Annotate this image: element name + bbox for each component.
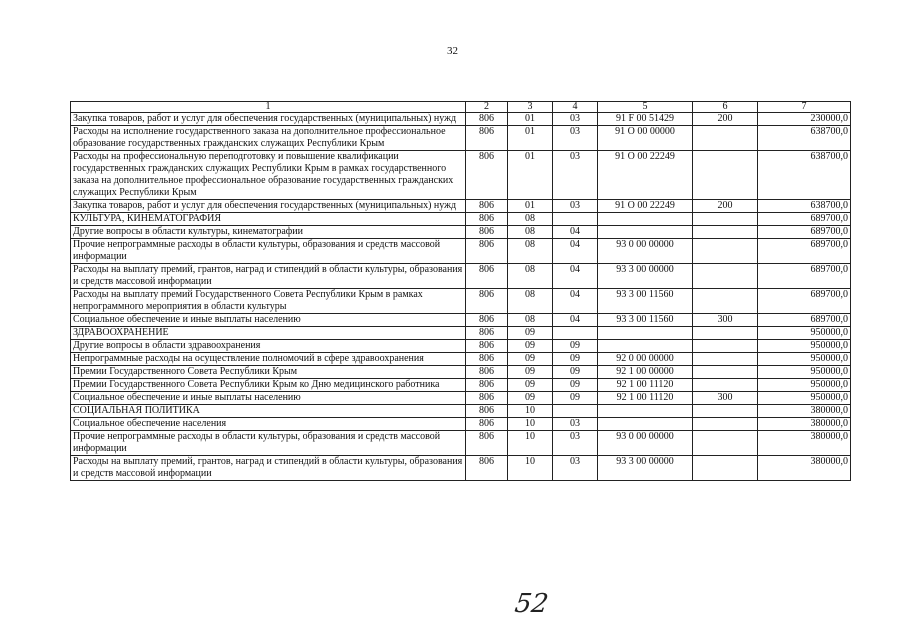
row-cell-2: 806 <box>466 239 508 264</box>
row-description: Социальное обеспечение и иные выплаты населению <box>71 392 466 405</box>
row-cell-7: 950000,0 <box>758 379 851 392</box>
table-row <box>71 113 851 126</box>
row-description: Расходы на выплату премий, грантов, наград и стипендий в области культуры, образования и средств массовой информации <box>71 264 466 289</box>
table-row <box>71 151 851 200</box>
row-cell-7: 950000,0 <box>758 366 851 379</box>
row-cell-3: 10 <box>508 405 553 418</box>
row-cell-6 <box>693 126 758 151</box>
row-cell-7: 689700,0 <box>758 264 851 289</box>
row-cell-7: 380000,0 <box>758 405 851 418</box>
column-header: 7 <box>758 102 851 113</box>
row-cell-5 <box>598 327 693 340</box>
row-cell-3: 10 <box>508 418 553 431</box>
row-cell-7: 638700,0 <box>758 200 851 213</box>
row-cell-6: 300 <box>693 314 758 327</box>
row-cell-6 <box>693 379 758 392</box>
row-cell-4: 03 <box>553 126 598 151</box>
row-cell-3: 08 <box>508 213 553 226</box>
row-cell-3: 09 <box>508 353 553 366</box>
row-cell-5 <box>598 405 693 418</box>
row-cell-2: 806 <box>466 213 508 226</box>
row-cell-6 <box>693 405 758 418</box>
row-cell-2: 806 <box>466 379 508 392</box>
row-cell-6: 200 <box>693 200 758 213</box>
row-cell-6 <box>693 264 758 289</box>
row-cell-3: 09 <box>508 327 553 340</box>
column-header: 5 <box>598 102 693 113</box>
row-cell-4: 09 <box>553 392 598 405</box>
row-cell-6 <box>693 431 758 456</box>
table-row <box>71 418 851 431</box>
row-cell-5: 92 1 00 11120 <box>598 379 693 392</box>
row-cell-4: 03 <box>553 418 598 431</box>
row-cell-7: 380000,0 <box>758 456 851 481</box>
row-cell-5: 92 0 00 00000 <box>598 353 693 366</box>
row-cell-3: 10 <box>508 431 553 456</box>
row-cell-4: 09 <box>553 353 598 366</box>
row-description: Социальное обеспечение и иные выплаты населению <box>71 314 466 327</box>
row-cell-3: 09 <box>508 392 553 405</box>
row-cell-2: 806 <box>466 392 508 405</box>
table-row <box>71 379 851 392</box>
column-header: 1 <box>71 102 466 113</box>
row-cell-3: 01 <box>508 113 553 126</box>
table-row <box>71 327 851 340</box>
row-cell-4 <box>553 405 598 418</box>
row-cell-4: 04 <box>553 226 598 239</box>
row-cell-7: 950000,0 <box>758 353 851 366</box>
row-cell-2: 806 <box>466 113 508 126</box>
row-cell-2: 806 <box>466 226 508 239</box>
table-row <box>71 264 851 289</box>
row-cell-3: 08 <box>508 226 553 239</box>
row-cell-6: 200 <box>693 113 758 126</box>
row-description: Прочие непрограммные расходы в области культуры, образования и средств массовой информации <box>71 239 466 264</box>
row-description: Закупка товаров, работ и услуг для обеспечения государственных (муниципальных) нужд <box>71 113 466 126</box>
column-header: 4 <box>553 102 598 113</box>
row-cell-7: 380000,0 <box>758 431 851 456</box>
page-number: 32 <box>447 45 458 57</box>
row-cell-7: 689700,0 <box>758 226 851 239</box>
row-cell-6 <box>693 327 758 340</box>
row-cell-4: 04 <box>553 264 598 289</box>
table-row <box>71 289 851 314</box>
row-cell-7: 638700,0 <box>758 126 851 151</box>
row-cell-5 <box>598 418 693 431</box>
table-row <box>71 126 851 151</box>
row-cell-2: 806 <box>466 456 508 481</box>
row-cell-3: 09 <box>508 340 553 353</box>
row-cell-7: 689700,0 <box>758 289 851 314</box>
row-description: Другие вопросы в области здравоохранения <box>71 340 466 353</box>
table-row <box>71 405 851 418</box>
column-header: 6 <box>693 102 758 113</box>
row-cell-3: 08 <box>508 289 553 314</box>
column-header: 2 <box>466 102 508 113</box>
row-cell-4 <box>553 327 598 340</box>
row-cell-6: 300 <box>693 392 758 405</box>
row-cell-7: 689700,0 <box>758 239 851 264</box>
row-description: Расходы на выплату премий Государственного Совета Республики Крым в рамках непрограммного мероприятия в области культуры <box>71 289 466 314</box>
row-cell-7: 950000,0 <box>758 392 851 405</box>
row-description: Социальное обеспечение населения <box>71 418 466 431</box>
row-cell-5 <box>598 340 693 353</box>
table-row <box>71 366 851 379</box>
row-cell-2: 806 <box>466 289 508 314</box>
row-cell-5: 91 О 00 22249 <box>598 200 693 213</box>
row-cell-7: 950000,0 <box>758 340 851 353</box>
row-cell-5: 91 F 00 51429 <box>598 113 693 126</box>
row-cell-6 <box>693 239 758 264</box>
table-row <box>71 314 851 327</box>
column-header: 3 <box>508 102 553 113</box>
row-description: Расходы на исполнение государственного заказа на дополнительное профессиональное образование государственных гражданских служащих Республики Крым <box>71 126 466 151</box>
row-cell-7: 230000,0 <box>758 113 851 126</box>
row-cell-3: 08 <box>508 314 553 327</box>
row-cell-5: 93 3 00 11560 <box>598 314 693 327</box>
row-cell-5: 91 О 00 22249 <box>598 151 693 200</box>
row-cell-6 <box>693 418 758 431</box>
row-cell-2: 806 <box>466 200 508 213</box>
row-cell-5: 92 1 00 11120 <box>598 392 693 405</box>
row-cell-4: 03 <box>553 200 598 213</box>
row-cell-6 <box>693 213 758 226</box>
row-cell-6 <box>693 340 758 353</box>
row-cell-5: 92 1 00 00000 <box>598 366 693 379</box>
table-body <box>71 113 851 481</box>
table-row <box>71 353 851 366</box>
row-description: Другие вопросы в области культуры, кинематографии <box>71 226 466 239</box>
row-cell-3: 10 <box>508 456 553 481</box>
row-cell-6 <box>693 226 758 239</box>
row-cell-4: 09 <box>553 379 598 392</box>
row-cell-4: 04 <box>553 314 598 327</box>
row-description: Непрограммные расходы на осуществление полномочий в сфере здравоохранения <box>71 353 466 366</box>
row-cell-6 <box>693 353 758 366</box>
row-cell-3: 01 <box>508 126 553 151</box>
table-header-row <box>71 102 851 113</box>
row-description: Прочие непрограммные расходы в области культуры, образования и средств массовой информации <box>71 431 466 456</box>
row-cell-6 <box>693 456 758 481</box>
table-row <box>71 392 851 405</box>
row-description: ЗДРАВООХРАНЕНИЕ <box>71 327 466 340</box>
row-cell-2: 806 <box>466 264 508 289</box>
table-row <box>71 200 851 213</box>
row-cell-4: 03 <box>553 151 598 200</box>
row-cell-2: 806 <box>466 314 508 327</box>
row-cell-2: 806 <box>466 126 508 151</box>
row-cell-2: 806 <box>466 431 508 456</box>
row-cell-3: 01 <box>508 151 553 200</box>
table-row <box>71 213 851 226</box>
row-cell-4: 03 <box>553 113 598 126</box>
handwritten-page-mark: 52 <box>512 589 551 619</box>
row-cell-5: 93 0 00 00000 <box>598 431 693 456</box>
row-cell-3: 08 <box>508 264 553 289</box>
row-description: СОЦИАЛЬНАЯ ПОЛИТИКА <box>71 405 466 418</box>
row-cell-5: 93 3 00 00000 <box>598 456 693 481</box>
row-cell-5: 93 0 00 00000 <box>598 239 693 264</box>
row-description: Премии Государственного Совета Республики Крым ко Дню медицинского работника <box>71 379 466 392</box>
row-description: Премии Государственного Совета Республики Крым <box>71 366 466 379</box>
row-cell-2: 806 <box>466 418 508 431</box>
row-cell-6 <box>693 151 758 200</box>
row-cell-3: 01 <box>508 200 553 213</box>
table-row <box>71 340 851 353</box>
row-cell-6 <box>693 289 758 314</box>
row-cell-4: 03 <box>553 431 598 456</box>
row-cell-3: 09 <box>508 366 553 379</box>
row-cell-5: 93 3 00 00000 <box>598 264 693 289</box>
row-description: Закупка товаров, работ и услуг для обеспечения государственных (муниципальных) нужд <box>71 200 466 213</box>
row-cell-5 <box>598 226 693 239</box>
row-cell-7: 689700,0 <box>758 314 851 327</box>
row-cell-7: 689700,0 <box>758 213 851 226</box>
row-cell-3: 09 <box>508 379 553 392</box>
row-cell-4: 09 <box>553 340 598 353</box>
row-description: Расходы на профессиональную переподготовку и повышение квалификации государственных гражданских служащих Республики Крым в рамках государственного заказа на дополнительное профессиональное образование государственных гражданских служащих Республики Крым <box>71 151 466 200</box>
row-cell-4 <box>553 213 598 226</box>
row-description: Расходы на выплату премий, грантов, наград и стипендий в области культуры, образования и средств массовой информации <box>71 456 466 481</box>
row-cell-6 <box>693 366 758 379</box>
row-cell-2: 806 <box>466 340 508 353</box>
table-row <box>71 431 851 456</box>
row-cell-7: 380000,0 <box>758 418 851 431</box>
row-description: КУЛЬТУРА, КИНЕМАТОГРАФИЯ <box>71 213 466 226</box>
row-cell-2: 806 <box>466 327 508 340</box>
row-cell-5 <box>598 213 693 226</box>
row-cell-3: 08 <box>508 239 553 264</box>
row-cell-7: 950000,0 <box>758 327 851 340</box>
table-row <box>71 239 851 264</box>
budget-table <box>70 101 851 481</box>
row-cell-5: 93 3 00 11560 <box>598 289 693 314</box>
table-row <box>71 226 851 239</box>
row-cell-4: 04 <box>553 239 598 264</box>
table-row <box>71 456 851 481</box>
row-cell-2: 806 <box>466 353 508 366</box>
row-cell-5: 91 О 00 00000 <box>598 126 693 151</box>
row-cell-4: 09 <box>553 366 598 379</box>
row-cell-4: 04 <box>553 289 598 314</box>
row-cell-7: 638700,0 <box>758 151 851 200</box>
row-cell-2: 806 <box>466 151 508 200</box>
row-cell-2: 806 <box>466 405 508 418</box>
row-cell-4: 03 <box>553 456 598 481</box>
row-cell-2: 806 <box>466 366 508 379</box>
